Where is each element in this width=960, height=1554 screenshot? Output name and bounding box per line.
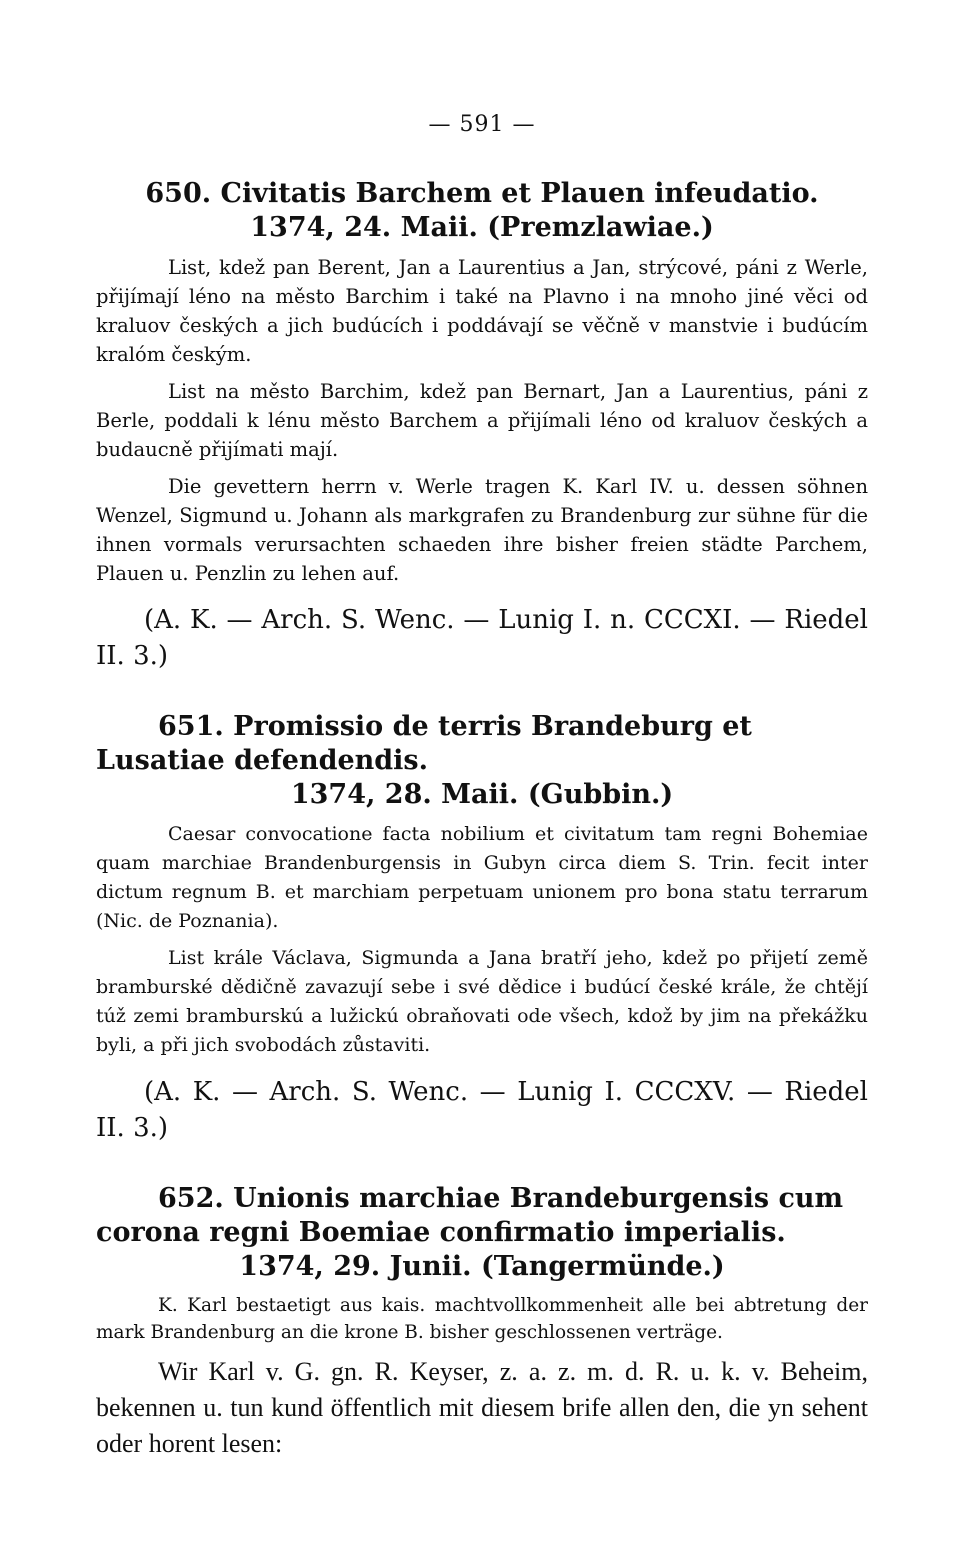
entry-paragraph: List na město Barchim, kdež pan Bernart, Jan a Laurentius, páni z Berle, poddali k lénu město Barchem a přijímali léno od kraluov českých a budaucně přijímati mají.	[96, 380, 868, 461]
entry-650	[96, 177, 868, 674]
entry-reference: (A. K. — Arch. S. Wenc. — Lunig I. CCCXV. — Riedel II. 3.)	[96, 1077, 868, 1143]
entry-date: 1374, 24. Maii. (Premzlawiae.)	[250, 212, 714, 243]
entry-title: 651. Promissio de terris Brandeburg et Lusatiae defendendis.	[96, 711, 752, 776]
entry-651	[96, 710, 868, 1146]
entry-paragraph: Wir Karl v. G. gn. R. Keyser, z. a. z. m. d. R. u. k. v. Beheim, bekennen u. tun kund öffentlich mit diesem brife allen den, die yn sehent oder horent lesen:	[96, 1357, 868, 1458]
entry-summary: K. Karl bestaetigt aus kais. machtvollkommenheit alle bei abtretung der mark Brandenburg an die krone B. bisher geschlossenen verträge.	[96, 1295, 868, 1343]
entry-paragraph: Die gevettern herrn v. Werle tragen K. Karl IV. u. dessen söhnen Wenzel, Sigmund u. Johann als markgrafen zu Brandenburg zur sühne für die ihnen vormals verursachten schaeden ihre bisher freien städte Parchem, Plauen u. Penzlin zu lehen auf.	[96, 475, 868, 585]
page-number: — 591 —	[428, 112, 536, 137]
document-page	[96, 112, 868, 1462]
entry-title: 650. Civitatis Barchem et Plauen infeudatio.	[145, 178, 819, 209]
entry-652	[96, 1182, 868, 1462]
entry-title: 652. Unionis marchiae Brandeburgensis cum corona regni Boemiae confirmatio imperialis.	[96, 1183, 844, 1248]
entry-paragraph: Caesar convocatione facta nobilium et civitatum tam regni Bohemiae quam marchiae Brandenburgensis in Gubyn circa diem S. Trin. fecit inter dictum regnum B. et marchiam perpetuam unionem pro bona statu terrarum (Nic. de Poznania).	[96, 823, 868, 932]
entry-date: 1374, 28. Maii. (Gubbin.)	[290, 779, 674, 810]
entry-paragraph: List, kdež pan Berent, Jan a Laurentius a Jan, strýcové, páni z Werle, přijímají léno na město Barchim i také na Plavno i na mnoho jiné věci od kraluov českých a jich budúcích i poddávají se věčně v manstvie i budúcím kralóm českým.	[96, 256, 868, 366]
entry-date: 1374, 29. Junii. (Tangermünde.)	[239, 1251, 725, 1282]
entry-paragraph: List krále Václava, Sigmunda a Jana bratří jeho, kdež po přijetí země bramburské dědičně zavazují sebe i své dědice i budúcí české krále, že chtějí túž zemi bramburskú a lužickú obraňovati ode všech, kdož by jim na překážku byli, a při jich svobodách zůstaviti.	[96, 947, 868, 1056]
entry-reference: (A. K. — Arch. S. Wenc. — Lunig I. n. CCCXI. — Riedel II. 3.)	[96, 605, 868, 671]
